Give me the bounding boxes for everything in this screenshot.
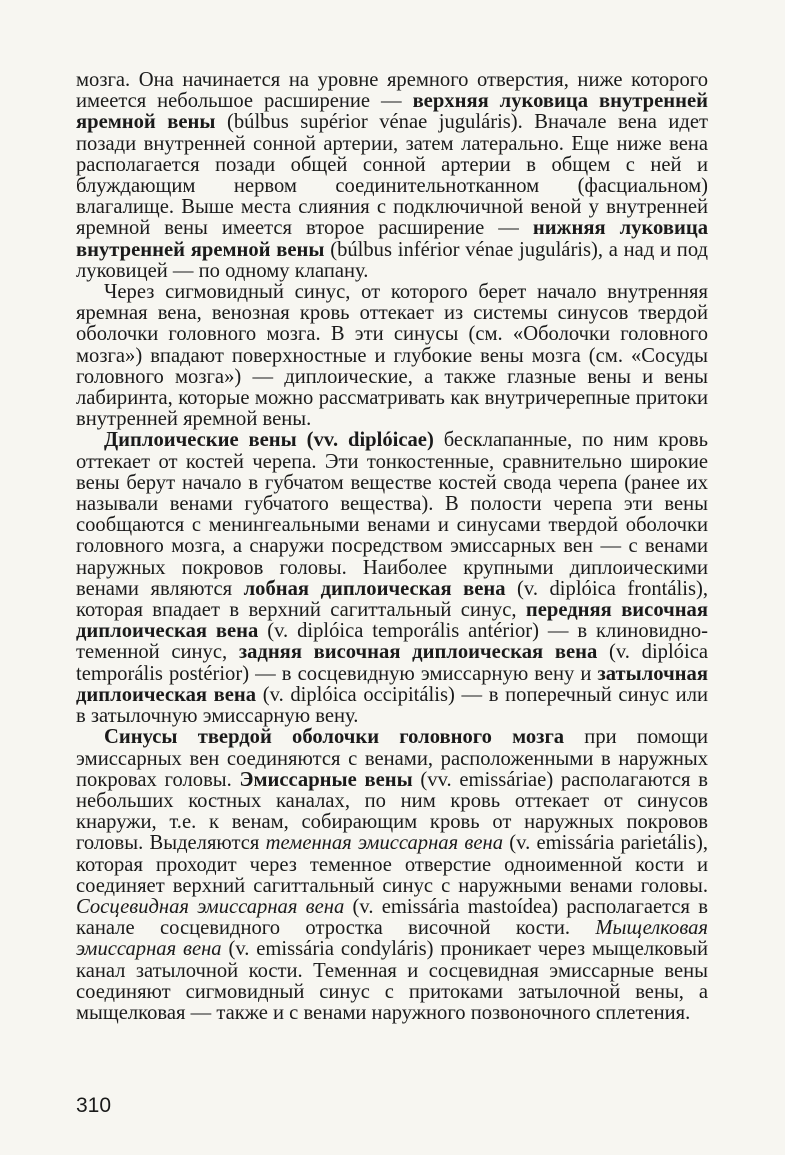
text-run: (vv. emissáriae) располагаются в небольших костных каналах, по ним кровь оттекает от синусов кнаружи, т.е. к венам, собирающим кровь от наружных покровов головы. Выделяются bbox=[76, 768, 708, 855]
bold-term: затылочная диплоическая вена bbox=[76, 662, 708, 706]
bold-term: Синусы твердой оболочки головного мозга bbox=[104, 726, 565, 749]
bold-term: лобная диплоическая вена bbox=[243, 577, 506, 600]
italic-term: Мыщелковая эмиссарная вена bbox=[76, 917, 708, 961]
paragraph-3 bbox=[76, 430, 708, 727]
bold-term: Диплоические вены (vv. diplóicae) bbox=[104, 429, 434, 452]
text-run: (v. diplóica temporális antérior) — в клиновидно-теменной синус, bbox=[76, 620, 709, 664]
page-number: 310 bbox=[76, 1094, 112, 1117]
text-run: (v. diplóica temporális postérior) — в сосцевидную эмиссарную вену и bbox=[76, 641, 708, 685]
body-text bbox=[76, 70, 708, 1024]
text-run: (v. diplóica occipitális) — в поперечный синус или в затылочную эмиссарную вену. bbox=[76, 683, 709, 728]
paragraph-1 bbox=[76, 70, 708, 282]
paragraph-4 bbox=[76, 727, 708, 1024]
text-run: бесклапанные, по ним кровь оттекает от костей черепа. Эти тонкостенные, сравнительно широкие вены берут начало в губчатом веществе костей свода черепа (ранее их называли венами губчатого вещества). В полости черепа эти вены сообщаются с менингеальными венами и синусами твердой оболочки головного мозга, а снаружи посредством эмиссарных вен — с венами наружных покровов головы. Наиболее крупными диплоическими венами являются bbox=[76, 429, 708, 600]
text-run: (búlbus inférior vénae juguláris), а над и под луковицей — по одному клапану. bbox=[76, 238, 709, 282]
text-run: Через сигмовидный синус, от которого берет начало внутренняя яремная вена, венозная кровь оттекает из системы синусов твердой оболочки головного мозга. В эти синусы (см. «Оболочки головного мозга») впадают поверхностные и глубокие вены мозга (см. «Сосуды головного мозга») — диплоические, а также глазные вены и вены лабиринта, которые можно рассматривать как внутричерепные притоки внутренней яремной вены. bbox=[76, 281, 708, 431]
paragraph-2 bbox=[76, 282, 708, 430]
text-run: (v. emissária mastoídea) располагается в канале сосцевидного отростка височной кости. bbox=[76, 895, 708, 940]
bold-term: задняя височная диплоическая вена bbox=[238, 641, 598, 664]
text-run: при помощи эмиссарных вен соединяются с венами, расположенными в наружных покровах головы. bbox=[76, 726, 708, 791]
text-run: (v. diplóica frontális), которая впадает в верхний сагиттальный синус, bbox=[76, 577, 708, 622]
text-run: (v. emissária parietális), которая проходит через теменное отверстие одноименной кости и соединяет верхний сагиттальный синус с наружными венами головы. bbox=[76, 832, 708, 897]
text-run: мозга. Она начинается на уровне яремного отверстия, ниже которого имеется небольшое расширение — bbox=[76, 69, 708, 113]
bold-term: Эмиссарные вены bbox=[239, 768, 413, 791]
bold-term: нижняя луковица внутренней яремной вены bbox=[76, 217, 708, 261]
text-run: (búlbus supérior vénae juguláris). Вначале вена идет позади внутренней сонной артерии, затем латерально. Еще ниже вена располагается позади общей сонной артерии в общем с ней и блуждающим нервом соединительнотканном (фасциальном) влагалище. Выше места слияния с подключичной веной у внутренней яремной вены имеется второе расширение — bbox=[76, 111, 708, 240]
italic-term: теменная эмиссарная вена bbox=[265, 832, 504, 855]
bold-term: верхняя луковица внутренней яремной вены bbox=[76, 90, 708, 134]
text-run: (v. emissária condyláris) проникает через мыщелковый канал затылочной кости. Теменная и сосцевидная эмиссарные вены соединяют сигмовидный синус с притоками затылочной вены, а мыщелковая — также и с венами наружного позвоночного сплетения. bbox=[76, 938, 709, 1024]
bold-term: передняя височная диплоическая вена bbox=[76, 599, 708, 643]
italic-term: Сосцевидная эмиссарная вена bbox=[76, 895, 345, 918]
